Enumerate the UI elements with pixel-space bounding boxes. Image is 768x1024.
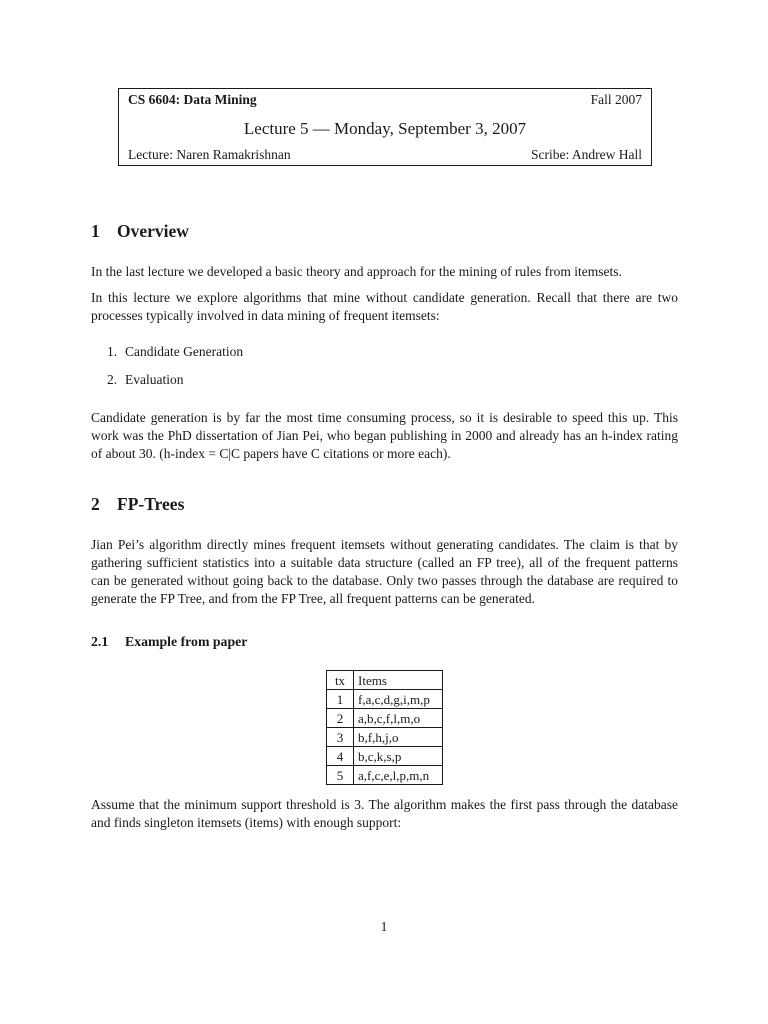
text-line: of about 30. (h-index = C|C papers have C citations or more each). [91,446,451,461]
paragraph [91,289,678,325]
table-header-row [327,671,443,690]
list-text: Candidate Generation [125,344,244,359]
items-cell: b,f,h,j,o [354,728,443,747]
table-row [327,728,443,747]
list-number: 2. [107,372,118,387]
tx-id-cell: 2 [327,709,354,728]
text-line: can be generated without going back to the database. Only two passes through the database are required to [91,573,678,588]
table-row [327,709,443,728]
items-cell: b,c,k,s,p [354,747,443,766]
subsection-heading [91,634,247,650]
subsection-title: Example from paper [125,634,248,649]
table-row [327,766,443,785]
section-title: FP-Trees [117,494,185,514]
paragraph [91,263,678,281]
list-item [107,344,243,360]
items-cell: a,f,c,e,l,p,m,n [354,766,443,785]
text-line: Assume that the minimum support threshold is 3. The algorithm makes the first pass through the database [91,797,678,812]
paragraph [91,536,678,608]
transactions-table [326,670,443,785]
column-header-tx: tx [327,671,354,690]
text-line: generate the FP Tree, and from the FP Tree, all frequent patterns can be generated. [91,591,535,606]
items-cell: a,b,c,f,l,m,o [354,709,443,728]
list-text: Evaluation [125,372,184,387]
text-line: Jian Pei’s algorithm directly mines frequent itemsets without generating candidates. The claim is that by [91,537,678,552]
term: Fall 2007 [590,92,642,107]
section-heading-fp-trees [91,494,184,515]
paragraph [91,796,678,832]
items-cell: f,a,c,d,g,i,m,p [354,690,443,709]
scribe: Scribe: Andrew Hall [531,147,642,162]
subsection-number: 2.1 [91,634,109,649]
course-name: CS 6604: Data Mining [128,92,257,107]
page-number: 1 [380,919,388,934]
lecturer: Lecture: Naren Ramakrishnan [128,147,291,162]
text-line: work was the PhD dissertation of Jian Pei, who began publishing in 2000 and already has an h-index rating [91,428,678,443]
text-line: Candidate generation is by far the most time consuming process, so it is desirable to speed this up. This [91,410,678,425]
text-line: In this lecture we explore algorithms that mine without candidate generation. Recall that there are two [91,290,678,305]
lecture-header-box [118,88,652,166]
table-row [327,747,443,766]
tx-id-cell: 3 [327,728,354,747]
text-line: gathering sufficient statistics into a suitable data structure (called an FP tree), all of the frequent patterns [91,555,678,570]
text-line: and finds singleton itemsets (items) with enough support: [91,815,402,830]
section-number: 1 [91,221,100,241]
tx-id-cell: 4 [327,747,354,766]
section-number: 2 [91,494,100,514]
tx-id-cell: 1 [327,690,354,709]
table-row [327,690,443,709]
tx-id-cell: 5 [327,766,354,785]
lecture-title: Lecture 5 — Monday, September 3, 2007 [243,119,527,138]
paragraph [91,409,678,463]
text-line: processes typically involved in data mining of frequent itemsets: [91,308,440,323]
section-title: Overview [117,221,189,241]
section-heading-overview [91,221,189,242]
column-header-items: Items [354,671,443,690]
text-line: In the last lecture we developed a basic theory and approach for the mining of rules from itemsets. [91,264,622,279]
list-item [107,372,183,388]
list-number: 1. [107,344,118,359]
